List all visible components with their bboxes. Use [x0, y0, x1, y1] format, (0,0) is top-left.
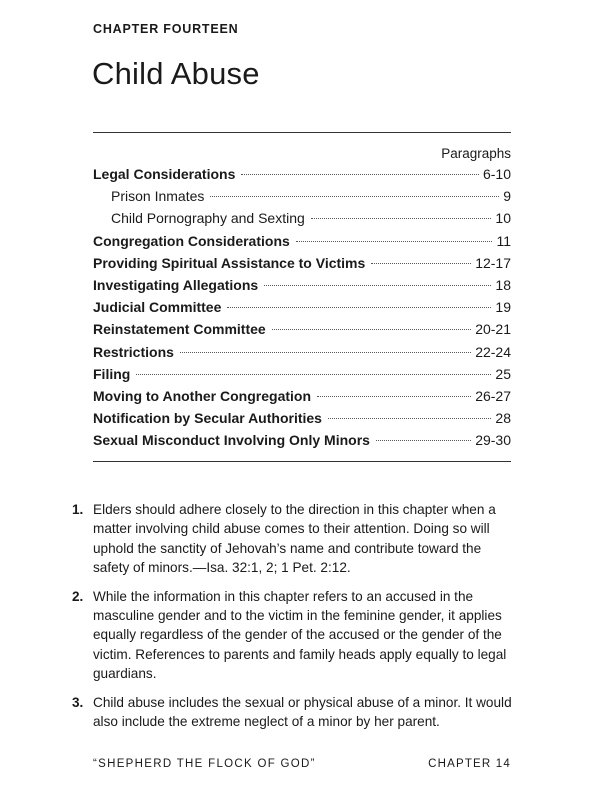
toc-top-divider: [93, 132, 511, 133]
toc-entry: [93, 274, 511, 296]
toc-entry-title: Filing: [93, 365, 131, 382]
toc-dot-leader: [264, 285, 491, 286]
toc-entry: [93, 296, 511, 318]
toc-entry-title: Legal Considerations: [93, 166, 236, 182]
toc-dot-leader: [272, 329, 471, 330]
toc-dot-leader: [296, 241, 493, 242]
toc-dot-leader: [210, 196, 499, 197]
numbered-paragraph: [72, 693, 512, 732]
toc-entry-title: Investigating Allegations: [93, 276, 259, 293]
toc-entry: [93, 429, 511, 451]
numbered-paragraph: [72, 500, 512, 578]
paragraph-number: 2.: [72, 588, 84, 604]
toc-entry-paragraphs: 28: [495, 410, 511, 427]
toc-dot-leader: [241, 174, 479, 175]
toc-entry-title: Moving to Another Congregation: [93, 387, 312, 404]
toc-entry-title: Child Pornography and Sexting: [111, 210, 305, 227]
toc-entry-paragraphs: 22-24: [475, 343, 511, 360]
toc-entry-paragraphs: 20-21: [475, 321, 511, 338]
toc-entry-title: Prison Inmates: [111, 188, 205, 205]
toc-entries: [93, 163, 511, 451]
toc-bottom-divider: [93, 461, 511, 462]
toc-entry: [93, 230, 511, 252]
paragraph-number: 3.: [72, 694, 84, 710]
toc-entry-paragraphs: 12-17: [475, 254, 511, 271]
toc-dot-leader: [328, 418, 491, 419]
toc-entry-title: Restrictions: [93, 343, 174, 360]
toc-entry-title: Sexual Misconduct Involving Only Minors: [93, 432, 370, 449]
toc-entry-paragraphs: 29-30: [475, 432, 511, 449]
toc-entry-paragraphs: 10: [495, 210, 511, 227]
chapter-label: CHAPTER FOURTEEN: [93, 22, 239, 36]
toc-entry: [93, 341, 511, 363]
footer-chapter: CHAPTER 14: [428, 758, 511, 770]
toc-entry: [93, 185, 511, 207]
toc-dot-leader: [376, 440, 471, 441]
toc-entry-title: Reinstatement Committee: [93, 321, 266, 338]
toc-entry-paragraphs: 26-27: [475, 387, 511, 404]
toc-entry-paragraphs: 25: [495, 365, 511, 382]
toc-dot-leader: [136, 374, 491, 375]
toc-entry-title: Judicial Committee: [93, 299, 222, 316]
body-paragraphs: [72, 500, 512, 740]
toc-entry: [93, 385, 511, 407]
toc-dot-leader: [227, 307, 491, 308]
toc-entry-title: Congregation Considerations: [93, 232, 290, 249]
toc-dot-leader: [311, 218, 492, 219]
toc-dot-leader: [317, 396, 471, 397]
toc-entry-paragraphs: 18: [495, 276, 511, 293]
toc-dot-leader: [180, 352, 471, 353]
toc-entry: [93, 252, 511, 274]
toc-dot-leader: [371, 263, 471, 264]
toc-entry: [93, 407, 511, 429]
numbered-paragraph: [72, 587, 512, 684]
toc-entry: [93, 163, 511, 185]
footer-book-title: “SHEPHERD THE FLOCK OF GOD”: [93, 758, 316, 770]
toc-entry-paragraphs: 19: [495, 299, 511, 316]
toc-entry-title: Notification by Secular Authorities: [93, 410, 322, 427]
toc-entry-paragraphs: 6-10: [482, 166, 511, 182]
toc-entry-title: Providing Spiritual Assistance to Victims: [93, 254, 366, 271]
paragraph-text: Child abuse includes the sexual or physical abuse of a minor. It would also include the extreme neglect of a minor by her parent.: [93, 694, 512, 730]
toc-entry-paragraphs: 9: [503, 188, 511, 205]
toc-entry: [93, 207, 511, 229]
paragraph-text: While the information in this chapter refers to an accused in the masculine gender and to the victim in the feminine gender, it applies equally regardless of the gender of the accused or the gender of the victim. References to parents and family heads apply equally to legal guardians.: [93, 588, 507, 682]
table-of-contents: [93, 145, 511, 451]
toc-entry-paragraphs: 11: [496, 232, 511, 249]
toc-entry: [93, 318, 511, 340]
page-title: Child Abuse: [92, 56, 260, 91]
paragraph-number: 1.: [72, 502, 84, 517]
toc-column-header: Paragraphs: [441, 146, 511, 161]
paragraph-text: Elders should adhere closely to the direction in this chapter when a matter involving child abuse comes to their attention. Doing so will uphold the sanctity of Jehovah’s name and contribute toward the safety of minors.—Isa. 32:1, 2; 1 Pet. 2:12.: [93, 502, 496, 576]
toc-entry: [93, 363, 511, 385]
